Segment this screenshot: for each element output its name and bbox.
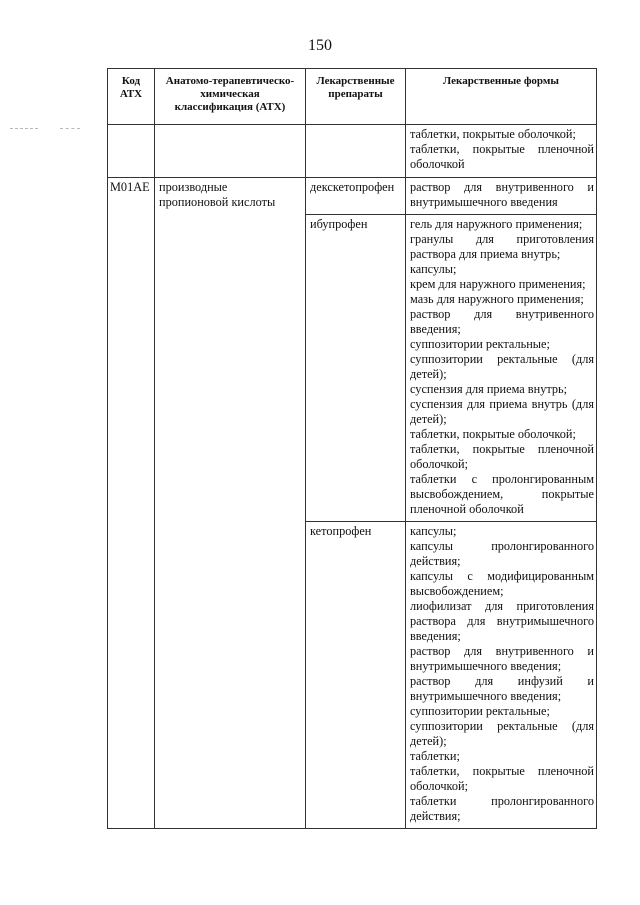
atx-table: [107, 68, 597, 829]
cell-forms: таблетки, покрытые оболочкой; таблетки, покрытые пленочной оболочкой: [406, 125, 597, 178]
page-number: 150: [308, 37, 332, 54]
table-row-continuation: [108, 125, 597, 178]
cell-empty: [108, 125, 155, 178]
cell-forms: капсулы; капсулы пролонгированного действия; капсулы с модифицированным высвобождением; лиофилизат для приготовления раствора для внутримышечного введения; раствор для внутривенного и внутримышечного введения; раствор для инфузий и внутримышечного введения; суппозитории ректальные; суппозитории ректальные (для детей); таблетки; таблетки, покрытые пленочной оболочкой; таблетки пролонгированного действия;: [406, 522, 597, 829]
cell-drug-name: ибупрофен: [306, 215, 406, 522]
cell-forms: раствор для внутривенного и внутримышечного введения: [406, 178, 597, 215]
header-forms: Лекарственные формы: [406, 69, 597, 125]
header-code: Код АТХ: [108, 69, 155, 125]
table-row-dexketoprofen: [108, 178, 597, 215]
header-classification: Анатомо-терапевтическо- химическая классификация (АТХ): [155, 69, 306, 125]
cell-atx-code: М01АЕ: [108, 178, 155, 829]
header-drugs: Лекарственные препараты: [306, 69, 406, 125]
cell-drug-name: кетопрофен: [306, 522, 406, 829]
table-header-row: [108, 69, 597, 125]
cell-empty: [306, 125, 406, 178]
cell-drug-name: декскетопрофен: [306, 178, 406, 215]
margin-mark-left: [10, 128, 38, 129]
cell-classification: производные пропионовой кислоты: [155, 178, 306, 829]
cell-forms: гель для наружного применения; гранулы для приготовления раствора для приема внутрь; капсулы; крем для наружного применения; мазь для наружного применения; раствор для внутривенного введения; суппозитории ректальные; суппозитории ректальные (для детей); суспензия для приема внутрь; суспензия для приема внутрь (для детей); таблетки, покрытые оболочкой; таблетки, покрытые пленочной оболочкой; таблетки с пролонгированным высвобождением, покрытые пленочной оболочкой: [406, 215, 597, 522]
margin-mark-left-2: [60, 128, 80, 129]
cell-empty: [155, 125, 306, 178]
